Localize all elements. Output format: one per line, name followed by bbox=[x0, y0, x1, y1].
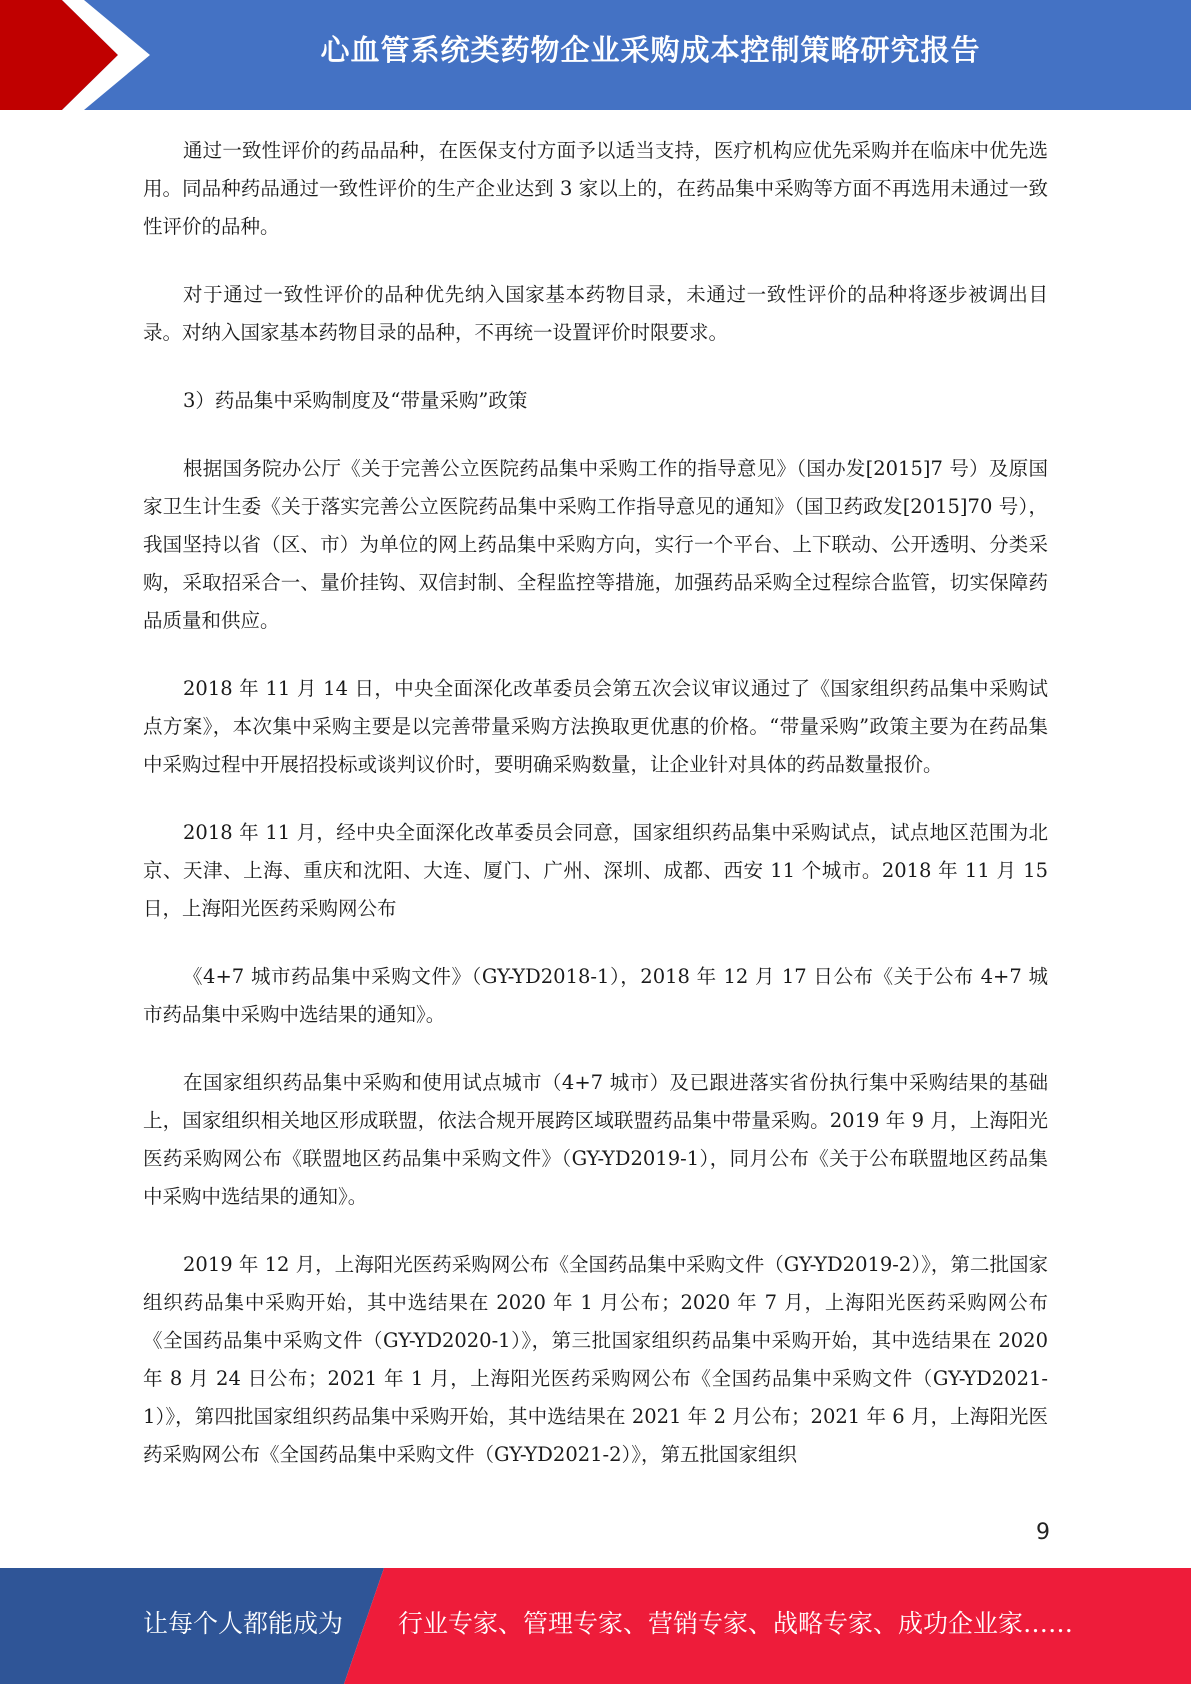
paragraph-consistency-support: 通过一致性评价的药品品种，在医保支付方面予以适当支持，医疗机构应优先采购并在临床中优先选用。同品种药品通过一致性评价的生产企业达到 3 家以上的，在药品集中采购等方面不再选用未通过一致性评价的品种。 bbox=[143, 139, 1048, 238]
paragraph-2018-pilot-plan: 2018 年 11 月 14 日，中央全面深化改革委员会第五次会议审议通过了《国家组织药品集中采购试点方案》，本次集中采购主要是以完善带量采购方法换取更优惠的价格。“带量采购”政策主要为在药品集中采购过程中开展招投标或谈判议价时，要明确采购数量，让企业针对具体的药品数量报价。 bbox=[143, 677, 1048, 776]
paragraph-state-council-guidance: 根据国务院办公厅《关于完善公立医院药品集中采购工作的指导意见》（国办发[2015]7 号）及原国家卫生计生委《关于落实完善公立医院药品集中采购工作指导意见的通知》（国卫药政发[2015]70 号），我国坚持以省（区、市）为单位的网上药品集中采购方向，实行一个平台、上下联动、公开透明、分类采购，采取招采合一、量价挂钩、双信封制、全程监控等措施，加强药品采购全过程综合监管，切实保障药品质量和供应。 bbox=[143, 457, 1048, 632]
document-title: 心血管系统类药物企业采购成本控制策略研究报告 bbox=[320, 33, 981, 67]
paragraph-national-batches: 2019 年 12 月，上海阳光医药采购网公布《全国药品集中采购文件（GY-YD2019-2）》，第二批国家组织药品集中采购开始，其中选结果在 2020 年 1 月公布；2020 年 7 月，上海阳光医药采购网公布《全国药品集中采购文件（GY-YD2020-1）》，第三批国家组织药品集中采购开始，其中选结果在 2020 年 8 月 24 日公布；2021 年 1 月，上海阳光医药采购网公布《全国药品集中采购文件（GY-YD2021-1）》，第四批国家组织药品集中采购开始，其中选结果在 2021 年 2 月公布；2021 年 6 月，上海阳光医药采购网公布《全国药品集中采购文件（GY-YD2021-2）》，第五批国家组织 bbox=[143, 1253, 1048, 1466]
paragraph-pilot-cities: 2018 年 11 月，经中央全面深化改革委员会同意，国家组织药品集中采购试点，试点地区范围为北京、天津、上海、重庆和沈阳、大连、厦门、广州、深圳、成都、西安 11 个城市。2018 年 11 月 15 日，上海阳光医药采购网公布 bbox=[143, 821, 1048, 920]
footer-slogan-right: 行业专家、管理专家、营销专家、战略专家、成功企业家…… bbox=[398, 1609, 1074, 1638]
document-body bbox=[143, 132, 1048, 1504]
footer-slogan-left: 让每个人都能成为 bbox=[143, 1609, 344, 1638]
paragraph-4plus7-documents: 《4+7 城市药品集中采购文件》（GY-YD2018-1），2018 年 12 月 17 日公布《关于公布 4+7 城市药品集中采购中选结果的通知》。 bbox=[143, 965, 1048, 1026]
page-header bbox=[0, 0, 1191, 110]
paragraph-essential-drug-list: 对于通过一致性评价的品种优先纳入国家基本药物目录，未通过一致性评价的品种将逐步被调出目录。对纳入国家基本药物目录的品种，不再统一设置评价时限要求。 bbox=[143, 283, 1048, 344]
page-number: 9 bbox=[1036, 1520, 1050, 1545]
paragraph-alliance-procurement: 在国家组织药品集中采购和使用试点城市（4+7 城市）及已跟进落实省份执行集中采购结果的基础上，国家组织相关地区形成联盟，依法合规开展跨区域联盟药品集中带量采购。2019 年 9 月，上海阳光医药采购网公布《联盟地区药品集中采购文件》（GY-YD2019-1），同月公布《关于公布联盟地区药品集中采购中选结果的通知》。 bbox=[143, 1071, 1048, 1208]
section-heading-centralized-procurement: 3）药品集中采购制度及“带量采购”政策 bbox=[183, 389, 528, 412]
page-footer bbox=[0, 1568, 1191, 1684]
